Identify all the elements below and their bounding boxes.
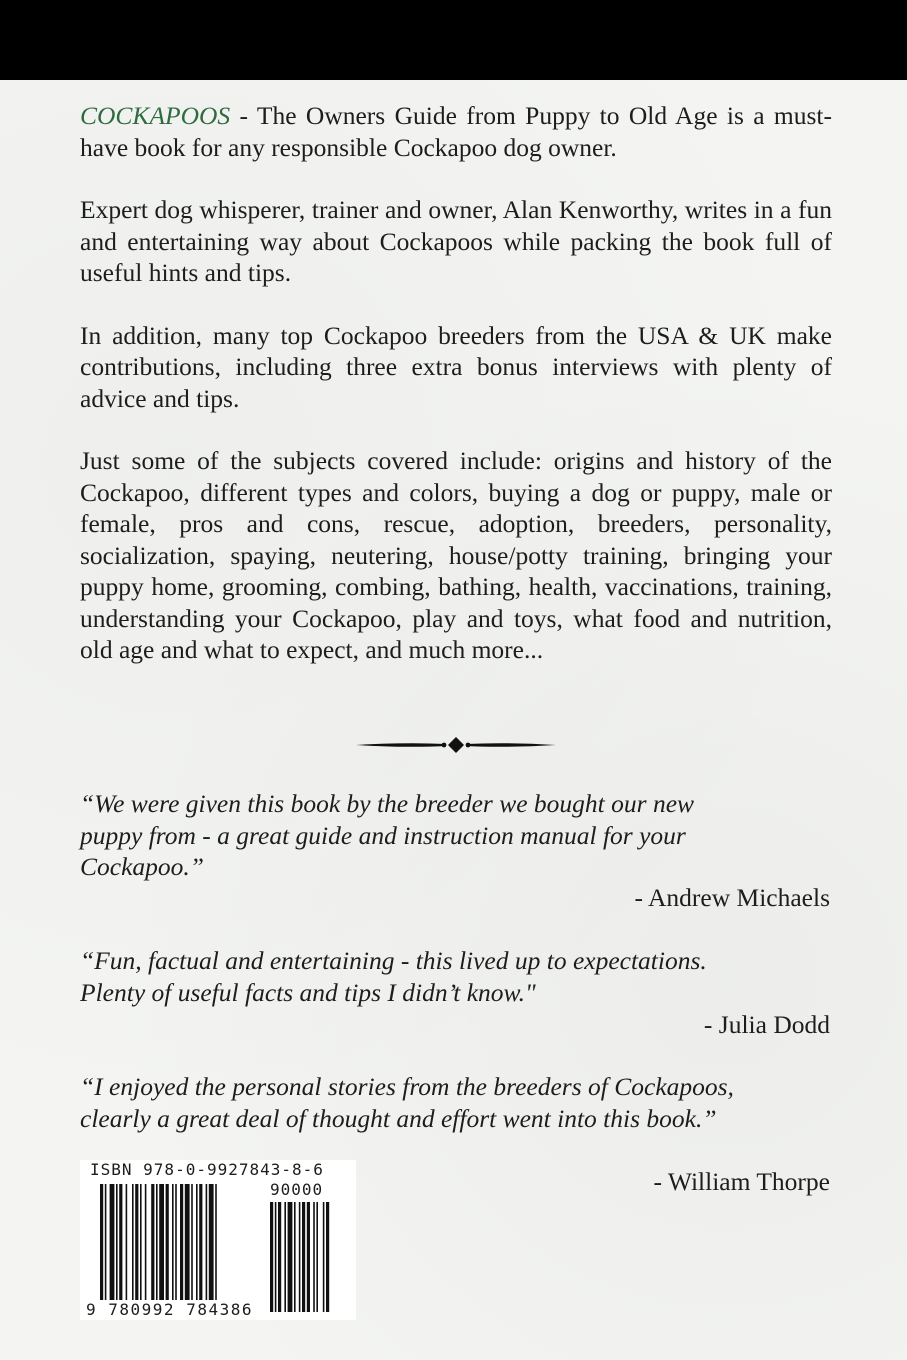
addon-bar <box>316 1202 318 1312</box>
barcode-bar <box>185 1184 190 1300</box>
addon-bar <box>313 1202 315 1312</box>
barcode-bar <box>126 1184 128 1300</box>
brand-title: COCKAPOOS <box>80 101 231 130</box>
addon-bar <box>270 1202 273 1312</box>
barcode-bar <box>145 1184 147 1300</box>
barcode-bar <box>105 1184 107 1300</box>
addon-bar <box>299 1202 301 1312</box>
paragraph-subjects: Just some of the subjects covered include: origins and history of the Cockapoo, different types and colors, buying a dog or puppy, male or female, pros and cons, rescue, adoption, breeders, personality, socialization, spaying, neutering, house/potty training, bringing your puppy home, grooming, combing, bathing, health, vaccinations, training, understanding your Cockapoo, play and toys, what food and nutrition, old age and what to expect, and much more... <box>80 446 832 664</box>
barcode-bar <box>116 1184 118 1300</box>
addon-bar <box>288 1202 293 1312</box>
barcode-bar <box>206 1184 208 1300</box>
addon-bar <box>302 1202 305 1312</box>
barcode-bar <box>209 1184 214 1300</box>
barcode-bar <box>166 1184 169 1300</box>
blurb <box>80 100 832 666</box>
barcode-bar <box>196 1184 198 1300</box>
intro-paragraph <box>80 100 832 163</box>
barcode-bar <box>180 1184 183 1300</box>
addon-bar <box>284 1202 286 1312</box>
barcode-bar <box>110 1184 115 1300</box>
barcode-bar <box>156 1184 158 1300</box>
testimonial-author-1: - Andrew Michaels <box>634 883 830 912</box>
barcode-bar <box>140 1184 142 1300</box>
barcode-bar <box>159 1184 164 1300</box>
barcode-bar <box>132 1184 134 1300</box>
paragraph-breeders: In addition, many top Cockapoo breeders from the USA & UK make contributions, including three extra bonus interviews with plenty of advice and tips. <box>80 320 832 413</box>
addon-bar <box>275 1202 277 1312</box>
addon-bar <box>307 1202 310 1312</box>
barcode-bar <box>175 1184 177 1300</box>
ean-number: 9 780992 784386 <box>86 1300 253 1319</box>
barcode-bar <box>191 1184 193 1300</box>
barcode-bar <box>119 1184 122 1300</box>
paragraph-author: Expert dog whisperer, trainer and owner, Alan Kenworthy, writes in a fun and entertaining way about Cockapoos while packing the book full of useful hints and tips. <box>80 195 832 287</box>
testimonial-quote-2: “Fun, factual and entertaining - this lived up to expectations. Plenty of useful facts and tips I didn’t know." <box>80 946 707 1007</box>
ornament-divider <box>356 736 556 754</box>
addon-bar <box>326 1202 329 1312</box>
isbn-label: ISBN 978-0-9927843-8-6 <box>90 1160 324 1179</box>
testimonial-quote-3: “I enjoyed the personal stories from the breeders of Cockapoos, clearly a great deal of thought and effort went into this book.” <box>80 1072 734 1133</box>
barcode-bar <box>215 1184 217 1300</box>
top-black-band <box>0 0 907 80</box>
addon-bar <box>323 1202 325 1312</box>
barcode-bar <box>135 1184 138 1300</box>
addon-bar <box>278 1202 281 1312</box>
addon-bar <box>294 1202 296 1312</box>
intro-text: - The Owners Guide from Puppy to Old Age is a must-have book for any responsible Cockapoo dog owner. <box>80 101 832 162</box>
testimonial-quote-1: “We were given this book by the breeder we bought our new puppy from - a great guide and instruction manual for your Cockapoo.” <box>80 789 695 881</box>
testimonial-author-3: - William Thorpe <box>653 1167 830 1196</box>
barcode-bar <box>151 1184 154 1300</box>
testimonial-author-2: - Julia Dodd <box>703 1010 830 1039</box>
barcode-bar <box>100 1184 103 1300</box>
barcode-bar <box>172 1184 174 1300</box>
price-addon-number: 90000 <box>270 1180 324 1199</box>
barcode-bar <box>199 1184 202 1300</box>
